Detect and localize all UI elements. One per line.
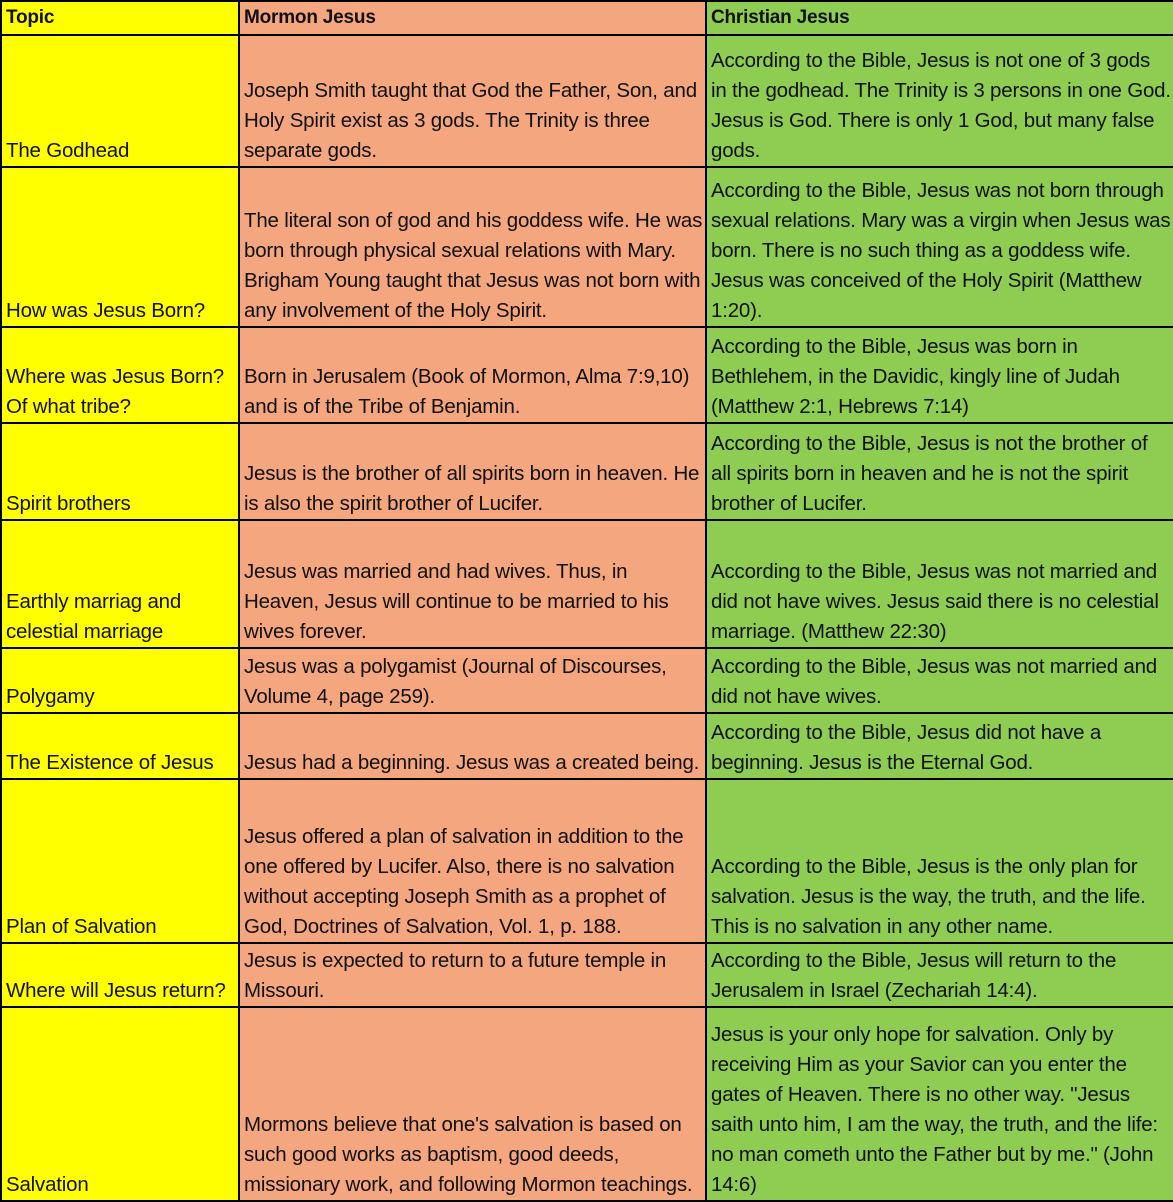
- mormon-cell: Jesus was a polygamist (Journal of Discourses, Volume 4, page 259).: [239, 648, 706, 713]
- christian-cell: According to the Bible, Jesus was born in Bethlehem, in the Davidic, kingly line of Judah (Matthew 2:1, Hebrews 7:14): [706, 327, 1173, 423]
- mormon-cell: Born in Jerusalem (Book of Mormon, Alma 7:9,10) and is of the Tribe of Benjamin.: [239, 327, 706, 423]
- table-row: [1, 327, 1173, 423]
- mormon-cell: Jesus offered a plan of salvation in addition to the one offered by Lucifer. Also, there is no salvation without accepting Joseph Smith as a prophet of God, Doctrines of Salvation, Vol. 1, p. 188.: [239, 779, 706, 943]
- topic-cell: Where will Jesus return?: [1, 943, 239, 1007]
- mormon-cell: Jesus is expected to return to a future temple in Missouri.: [239, 943, 706, 1007]
- christian-cell: According to the Bible, Jesus is not the brother of all spirits born in heaven and he is not the spirit brother of Lucifer.: [706, 423, 1173, 520]
- topic-cell: Polygamy: [1, 648, 239, 713]
- mormon-cell: The literal son of god and his goddess wife. He was born through physical sexual relations with Mary. Brigham Young taught that Jesus was not born with any involvement of the Holy Spirit.: [239, 167, 706, 327]
- christian-cell: According to the Bible, Jesus was not married and did not have wives.: [706, 648, 1173, 713]
- christian-cell: According to the Bible, Jesus was not married and did not have wives. Jesus said there is no celestial marriage. (Matthew 22:30): [706, 520, 1173, 648]
- mormon-cell: Mormons believe that one's salvation is based on such good works as baptism, good deeds, missionary work, and following Mormon teachings.: [239, 1007, 706, 1201]
- christian-cell: According to the Bible, Jesus did not have a beginning. Jesus is the Eternal God.: [706, 713, 1173, 779]
- christian-cell: According to the Bible, Jesus is not one of 3 gods in the godhead. The Trinity is 3 persons in one God. Jesus is God. There is only 1 God, but many false gods.: [706, 35, 1173, 167]
- table-row: [1, 1007, 1173, 1201]
- mormon-cell: Joseph Smith taught that God the Father, Son, and Holy Spirit exist as 3 gods. The Trinity is three separate gods.: [239, 35, 706, 167]
- topic-cell: Plan of Salvation: [1, 779, 239, 943]
- topic-cell: How was Jesus Born?: [1, 167, 239, 327]
- header-mormon-jesus: Mormon Jesus: [239, 1, 706, 35]
- table-row: [1, 648, 1173, 713]
- topic-cell: Where was Jesus Born? Of what tribe?: [1, 327, 239, 423]
- table-row: [1, 943, 1173, 1007]
- mormon-cell: Jesus had a beginning. Jesus was a created being.: [239, 713, 706, 779]
- table-row: [1, 35, 1173, 167]
- topic-cell: The Existence of Jesus: [1, 713, 239, 779]
- header-christian-jesus: Christian Jesus: [706, 1, 1173, 35]
- mormon-cell: Jesus is the brother of all spirits born in heaven. He is also the spirit brother of Lucifer.: [239, 423, 706, 520]
- table-row: [1, 713, 1173, 779]
- table-row: [1, 167, 1173, 327]
- topic-cell: Spirit brothers: [1, 423, 239, 520]
- topic-cell: Earthly marriag and celestial marriage: [1, 520, 239, 648]
- header-row: [1, 1, 1173, 35]
- christian-cell: According to the Bible, Jesus was not born through sexual relations. Mary was a virgin when Jesus was born. There is no such thing as a goddess wife. Jesus was conceived of the Holy Spirit (Matthew 1:20).: [706, 167, 1173, 327]
- table-row: [1, 520, 1173, 648]
- christian-cell: According to the Bible, Jesus is the only plan for salvation. Jesus is the way, the truth, and the life. This is no salvation in any other name.: [706, 779, 1173, 943]
- table-row: [1, 779, 1173, 943]
- header-topic: Topic: [1, 1, 239, 35]
- topic-cell: Salvation: [1, 1007, 239, 1201]
- christian-cell: According to the Bible, Jesus will return to the Jerusalem in Israel (Zechariah 14:4).: [706, 943, 1173, 1007]
- topic-cell: The Godhead: [1, 35, 239, 167]
- mormon-cell: Jesus was married and had wives. Thus, in Heaven, Jesus will continue to be married to his wives forever.: [239, 520, 706, 648]
- christian-cell: Jesus is your only hope for salvation. Only by receiving Him as your Savior can you enter the gates of Heaven. There is no other way. "Jesus saith unto him, I am the way, the truth, and the life: no man cometh unto the Father but by me." (John 14:6): [706, 1007, 1173, 1201]
- table-row: [1, 423, 1173, 520]
